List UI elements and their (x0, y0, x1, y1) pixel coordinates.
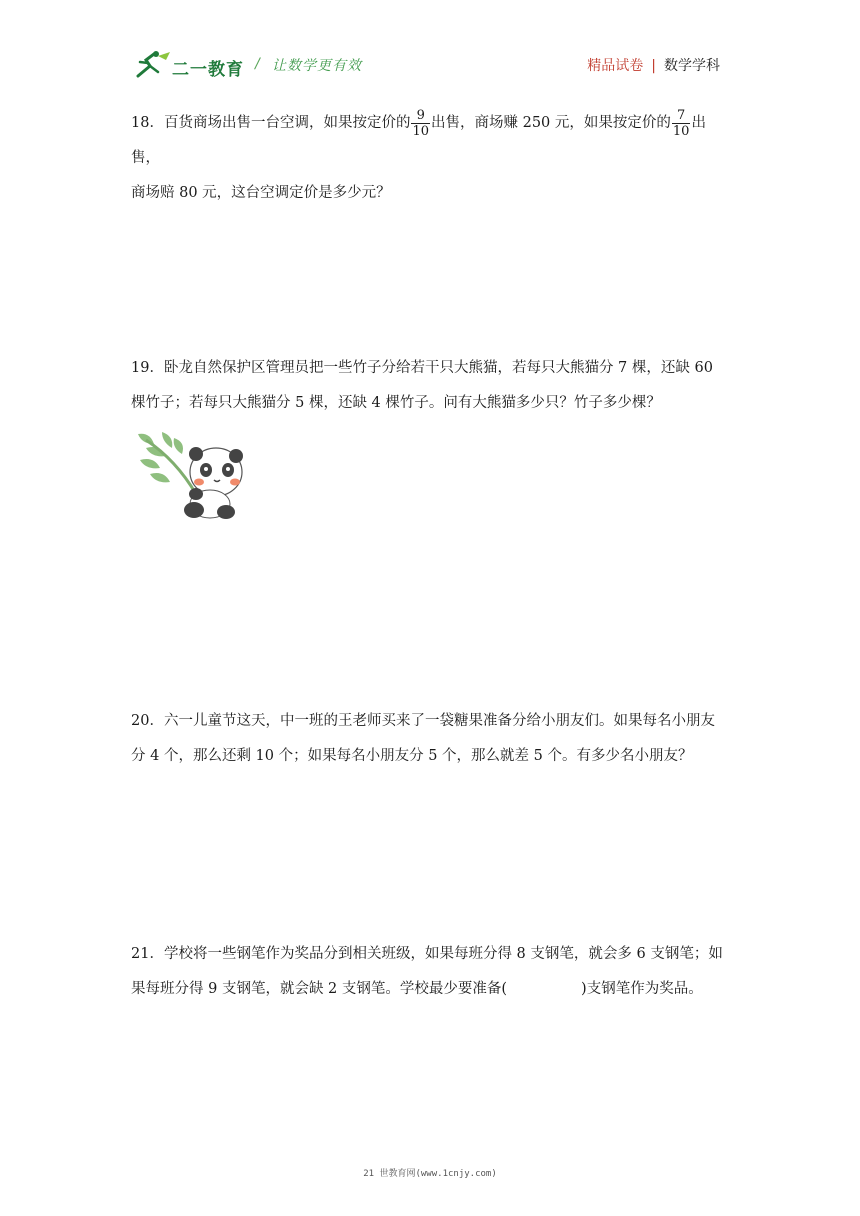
page-footer: 21 世教育网(www.1cnjy.com) (363, 1169, 497, 1179)
question-19 (131, 351, 731, 421)
header-subject (587, 55, 720, 75)
header-slash: / (255, 56, 260, 72)
question-20-line-2: 分 4 个，那么还剩 10 个；如果每名小朋友分 5 个，那么就差 5 个。有多少名小朋友？ (131, 748, 693, 764)
fraction-numerator: 7 (672, 108, 691, 124)
question-18-line-2: 商场赔 80 元，这台空调定价是多少元？ (131, 185, 391, 201)
fraction-7-10 (672, 108, 691, 139)
header-separator: | (651, 58, 656, 74)
question-18-line-1 (131, 106, 731, 176)
header-label-subject: 数学学科 (664, 58, 720, 74)
question-21-line-2 (131, 972, 731, 1007)
question-18 (131, 106, 731, 211)
fraction-9-10 (411, 108, 430, 139)
q18-text-2: 出售，商场赚 250 元，如果按定价的 (431, 115, 671, 131)
q21-text-1: 果每班分得 9 支钢笔，就会缺 2 支钢笔。学校最少要准备( (131, 981, 508, 997)
question-19-line-2: 棵竹子；若每只大熊猫分 5 棵，还缺 4 棵竹子。问有大熊猫多少只？竹子多少棵？ (131, 395, 661, 411)
page-header (0, 0, 860, 90)
fraction-denominator: 10 (412, 123, 429, 139)
header-slogan: 让数学更有效 (272, 58, 362, 74)
q18-text-1: 18．百货商场出售一台空调，如果按定价的 (131, 115, 411, 131)
question-20-line-1: 20．六一儿童节这天，中一班的王老师买来了一袋糖果准备分给小朋友们。如果每名小朋友 (131, 713, 715, 729)
question-19-line-1: 19．卧龙自然保护区管理员把一些竹子分给若干只大熊猫，若每只大熊猫分 7 棵，还缺 60 (131, 360, 713, 376)
logo-text: 二一教育 (172, 60, 244, 80)
q21-text-2: )支钢笔作为奖品。 (581, 981, 703, 997)
header-label-premium: 精品试卷 (587, 58, 644, 74)
question-21 (131, 937, 731, 1007)
q18-text-3: 出售， (131, 115, 706, 166)
question-21-line-1: 21．学校将一些钢笔作为奖品分到相关班级，如果每班分得 8 支钢笔，就会多 6 支钢笔；如 (131, 946, 723, 962)
question-20 (131, 704, 731, 774)
fraction-numerator: 9 (411, 108, 430, 124)
panda-bamboo-illustration (136, 430, 248, 522)
fraction-denominator: 10 (672, 123, 690, 139)
